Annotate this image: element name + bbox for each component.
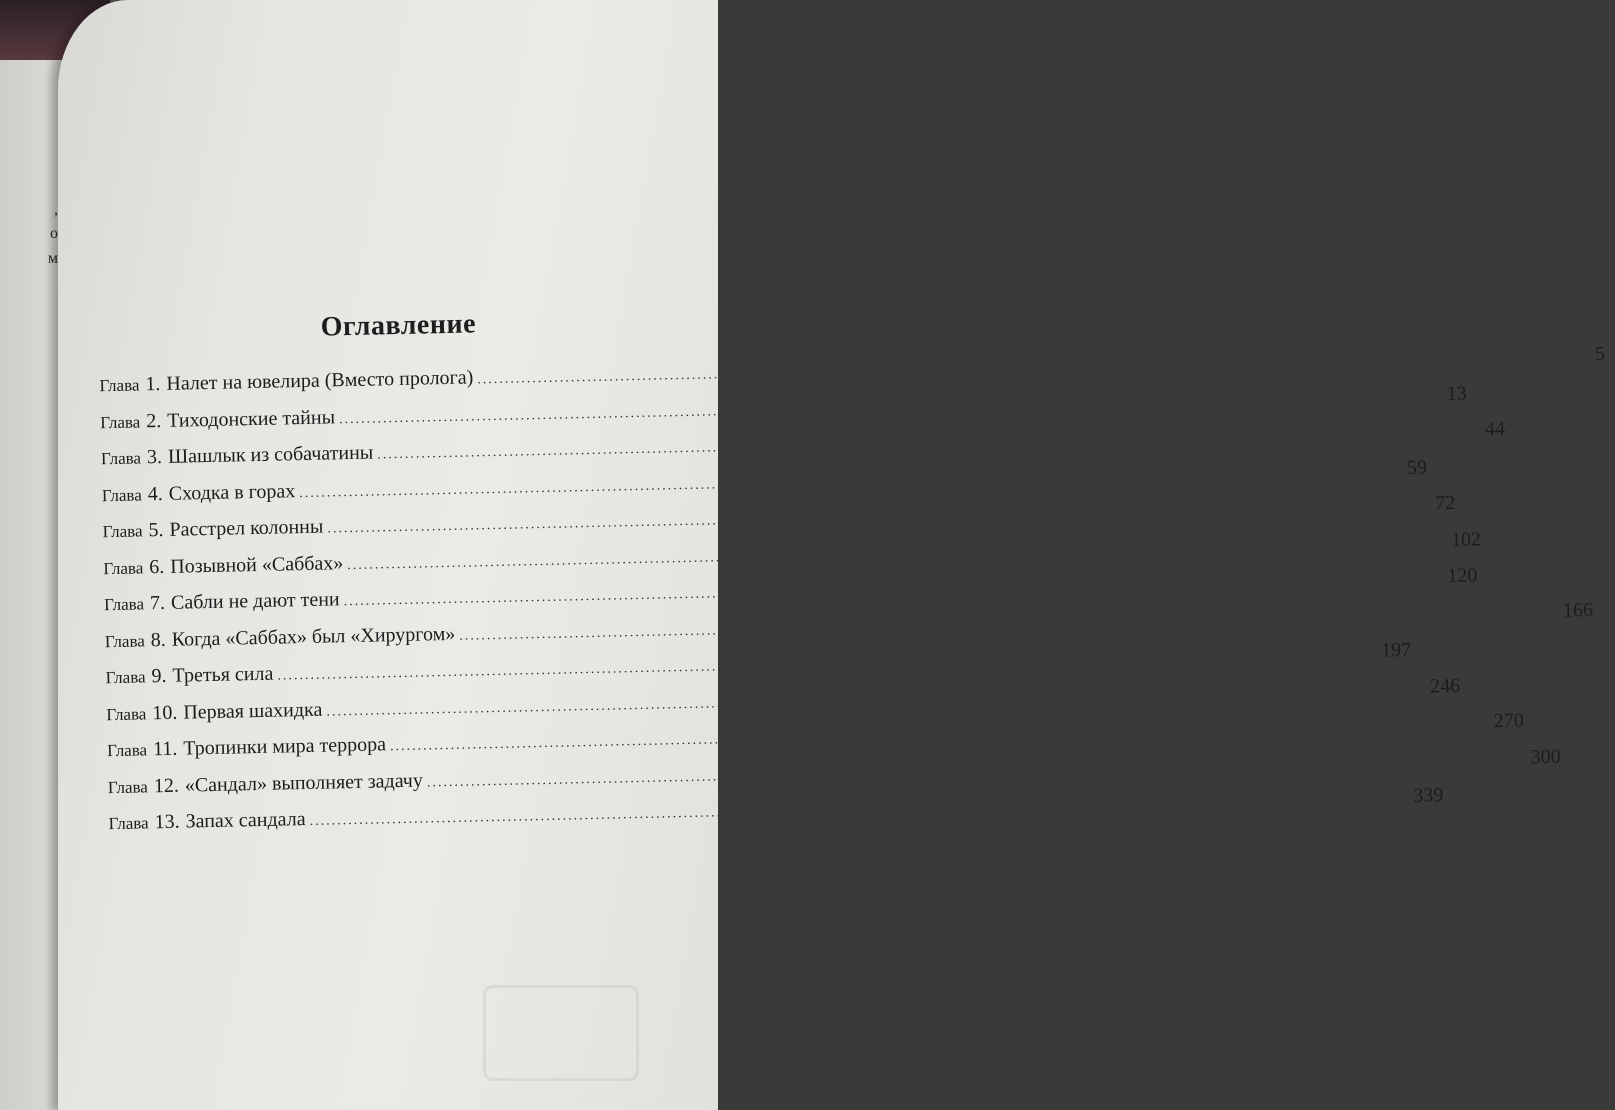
chapter-number: 10. [152,701,178,724]
chapter-number: 12. [153,774,180,797]
dot-leader: ........................................................................................................................................................................................................ [377,424,1478,463]
chapter-label: Глава [106,740,148,761]
chapter-label: Глава [108,813,149,834]
chapter-title: Сходка в горах [168,479,296,505]
chapter-label: Глава [102,521,143,542]
dot-leader: ........................................................................................................................................................................................................ [426,751,1527,790]
chapter-label: Глава [104,630,145,651]
dot-leader: ........................................................................................................................................................................................................ [338,388,1439,427]
prev-page-fragment: о [50,225,58,242]
prev-page-fragment: м [47,250,58,267]
chapter-label: Глава [103,594,145,615]
dot-leader: ........................................................................................................................................................................................................ [459,605,1560,644]
page-number: 102 [1450,527,1482,551]
chapter-title: Сабли не дают тени [170,588,340,614]
dot-leader: ........................................................................................................................................................................................................ [299,462,1400,501]
previous-page [0,60,65,1110]
chapter-number: 8. [150,628,167,651]
book-page [58,0,1606,1110]
dot-leader: ........................................................................................................................................................................................................ [477,349,1578,388]
chapter-title: Запах сандала [185,808,306,833]
chapter-number: 11. [152,737,178,761]
chapter-number: 9. [151,664,167,688]
page-number: 339 [1413,784,1444,807]
chapter-label: Глава [100,448,142,469]
chapter-number: 6. [149,555,165,578]
chapter-title: Налет на ювелира (Вместо пролога) [166,366,474,395]
page-number: 13 [1446,382,1467,405]
chapter-title: Третья сила [172,662,274,687]
dot-leader: ........................................................................................................................................................................................................ [277,645,1378,684]
chapter-label: Глава [103,557,144,578]
chapter-title: «Сандал» выполняет задачу [184,769,424,797]
chapter-number: 2. [145,409,162,432]
page-number: 270 [1493,709,1524,733]
chapter-label: Глава [105,667,146,688]
chapter-label: Глава [101,484,142,505]
chapter-label: Глава [106,703,147,724]
dot-leader: ........................................................................................................................................................................................................ [326,681,1427,720]
dot-leader: ........................................................................................................................................................................................................ [343,571,1444,610]
chapter-label: Глава [100,411,141,432]
age-rating-stamp-bleedthrough [483,985,639,1081]
dot-leader: ........................................................................................................................................................................................................ [327,498,1428,537]
chapter-title: Тиходонские тайны [166,405,336,432]
page-number: 5 [1594,342,1606,365]
chapter-number: 4. [147,482,163,505]
dot-leader: ........................................................................................................................................................................................................ [389,716,1490,755]
dot-leader: ........................................................................................................................................................................................................ [347,534,1448,573]
chapter-title: Расстрел колонны [169,515,324,541]
chapter-number: 13. [154,810,180,834]
chapter-title: Тропинки мира террора [183,733,387,760]
chapter-number: 5. [148,518,164,542]
table-of-contents [98,304,1606,849]
dot-leader: ........................................................................................................................................................................................................ [309,790,1410,829]
prev-page-fragment: , [54,201,58,218]
chapter-title: Когда «Саббах» был «Хирургом» [171,622,456,651]
chapter-label: Глава [107,776,149,797]
chapter-number: 1. [145,372,161,396]
chapter-title: Позывной «Саббах» [170,551,344,578]
chapter-title: Первая шахидка [183,698,323,724]
chapter-title: Шашлык из собачатины [167,441,374,468]
page-number: 44 [1484,417,1506,441]
page-number: 120 [1447,564,1478,588]
page-number: 246 [1429,674,1461,697]
page-number: 166 [1562,598,1594,622]
chapter-number: 3. [146,445,163,469]
page-number: 72 [1434,491,1456,515]
toc-title: Оглавление [320,308,477,343]
page-number: 197 [1380,638,1412,662]
page-number: 59 [1406,455,1428,479]
toc-list [99,342,1606,849]
page-number: 300 [1530,745,1561,768]
chapter-label: Глава [99,375,140,396]
chapter-number: 7. [149,591,166,615]
